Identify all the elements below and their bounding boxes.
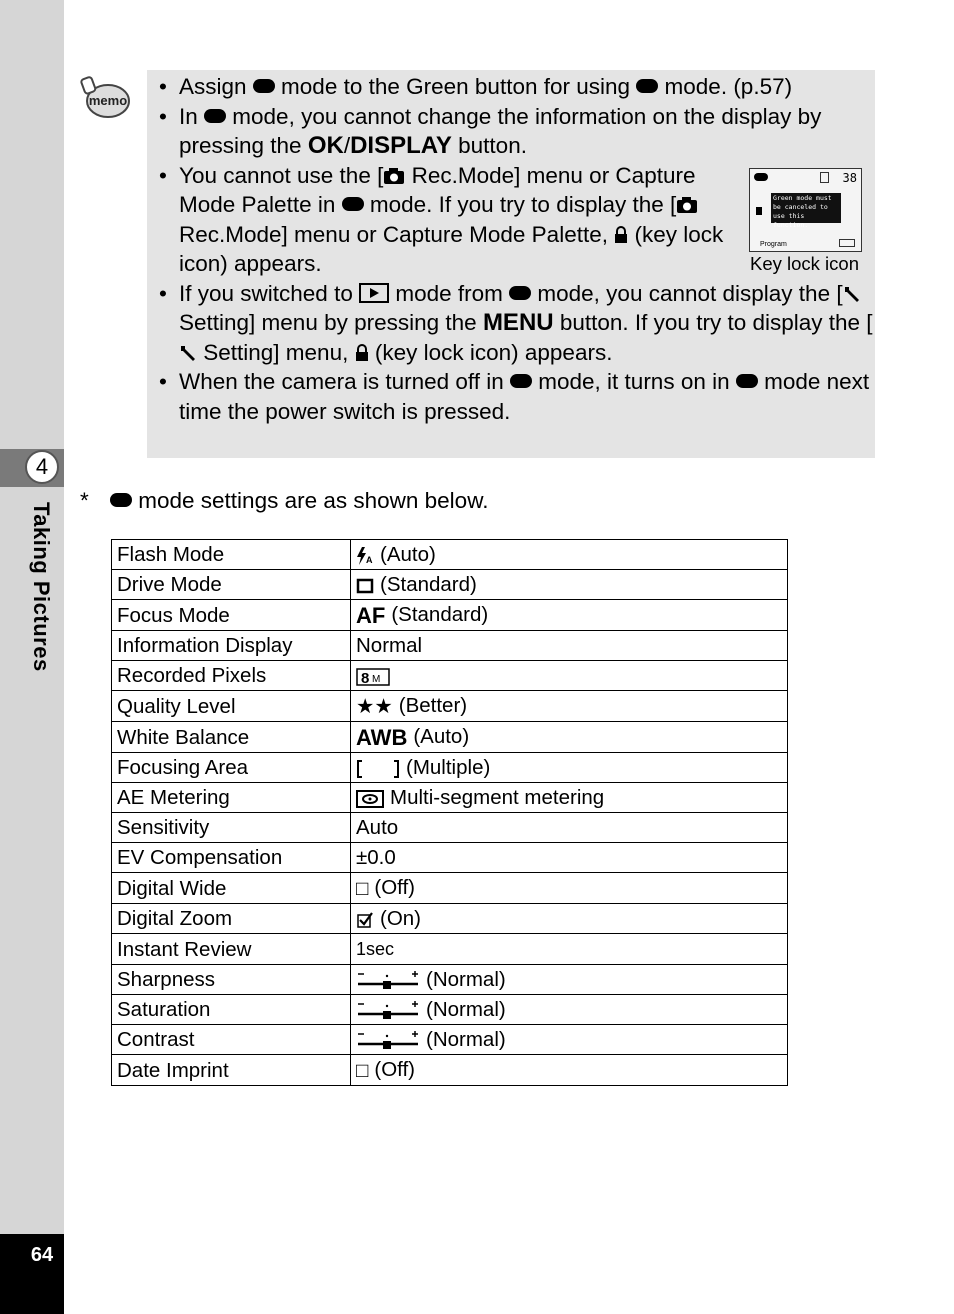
table-row — [112, 570, 788, 600]
table-row — [112, 873, 788, 904]
text: You cannot use the [ — [179, 162, 384, 188]
table-row — [112, 843, 788, 873]
setting-name: Sharpness — [112, 965, 351, 995]
chapter-number: 4 — [25, 450, 59, 484]
setting-name: Information Display — [112, 631, 351, 661]
setting-value: (Normal) — [426, 968, 506, 992]
text: button. — [451, 133, 527, 158]
table-row — [112, 934, 788, 965]
table-row — [112, 753, 788, 783]
green-mode-icon — [204, 109, 226, 123]
text: mode next time the power switch is pressed. — [179, 369, 870, 424]
settings-table — [111, 539, 788, 1086]
setting-name: Focusing Area — [112, 753, 351, 783]
multiple-af-icon — [356, 759, 400, 779]
table-row — [112, 722, 788, 753]
svg-text:A: A — [366, 554, 373, 565]
table-row — [112, 691, 788, 722]
chapter-title: Taking Pictures — [29, 502, 54, 672]
setting-value-cell — [351, 813, 788, 843]
setting-value-cell — [351, 600, 788, 631]
table-row — [112, 631, 788, 661]
wrench-icon — [843, 285, 861, 303]
key-lock-icon — [355, 344, 369, 362]
table-row — [112, 540, 788, 570]
table-row — [112, 813, 788, 843]
setting-value-cell — [351, 995, 788, 1025]
setting-value: Normal — [356, 634, 423, 658]
key-lock-icon — [756, 207, 762, 215]
setting-value: (Multiple) — [406, 756, 491, 780]
setting-value: ±0.0 — [356, 846, 396, 870]
playback-icon — [359, 283, 389, 303]
flash-auto-icon — [356, 546, 374, 566]
checkbox-off-icon: □ — [356, 877, 369, 901]
setting-name: Instant Review — [112, 934, 351, 965]
checkbox-off-icon: □ — [356, 1059, 369, 1083]
setting-name: Digital Zoom — [112, 904, 351, 934]
green-mode-icon — [636, 79, 658, 93]
page-number: 64 — [30, 1244, 54, 1266]
setting-value: Auto — [356, 816, 399, 840]
slider-normal-icon — [356, 971, 420, 991]
setting-name: Contrast — [112, 1025, 351, 1055]
table-row — [112, 661, 788, 691]
setting-value: (Off) — [374, 1058, 416, 1082]
single-frame-icon — [356, 578, 374, 594]
display-button-label: DISPLAY — [350, 132, 452, 159]
text: If you switched to — [179, 280, 360, 306]
setting-value-cell — [351, 691, 788, 722]
footnote-marker: * — [80, 488, 89, 513]
text: mode to the Green button for using — [274, 74, 637, 99]
settings-intro — [80, 488, 488, 514]
battery-icon — [839, 239, 855, 247]
text: In — [179, 103, 205, 129]
text: mode from — [389, 280, 510, 306]
setting-value-cell — [351, 1055, 788, 1086]
text: Rec.Mode] menu or Capture Mode Palette in — [179, 162, 696, 217]
text: Setting] menu by pressing the — [179, 310, 483, 335]
quality-stars-icon: ★★ — [356, 695, 393, 719]
setting-value: (Normal) — [426, 998, 506, 1022]
text: (key lock icon) appears. — [179, 221, 724, 276]
setting-value: (Standard) — [391, 603, 489, 626]
green-mode-icon — [754, 173, 768, 181]
green-mode-icon — [509, 286, 531, 300]
text: (key lock icon) appears. — [368, 339, 613, 365]
table-row — [112, 783, 788, 813]
setting-name: Focus Mode — [112, 600, 351, 631]
text: When the camera is turned off in — [179, 369, 511, 394]
memo-bullet — [159, 102, 879, 161]
ok-button-label: OK — [307, 132, 344, 159]
memo-bullet — [159, 279, 879, 368]
lcd-mode-label: Program — [760, 241, 787, 248]
svg-text:memo: memo — [88, 93, 128, 108]
slider-normal-icon — [356, 1031, 420, 1051]
memo-bullet — [159, 161, 739, 279]
setting-name: Sensitivity — [112, 813, 351, 843]
setting-value-cell — [351, 540, 788, 570]
lcd-screen-example — [749, 168, 862, 252]
setting-value: (Standard) — [380, 573, 477, 596]
table-row — [112, 1055, 788, 1086]
intro-text: mode settings are as shown below. — [132, 488, 489, 513]
camera-icon — [676, 196, 698, 214]
svg-text:M: M — [372, 673, 381, 685]
key-lock-icon — [614, 226, 628, 244]
green-mode-icon — [342, 197, 364, 211]
8m-icon — [356, 668, 390, 686]
setting-name: Drive Mode — [112, 570, 351, 600]
menu-button-label: MENU — [482, 309, 554, 336]
af-icon: AF — [356, 603, 386, 629]
text: Rec.Mode] menu or Capture Mode Palette, — [179, 221, 615, 247]
text: mode, you cannot display the [ — [531, 280, 843, 306]
setting-value-cell — [351, 1025, 788, 1055]
setting-value: (Normal) — [426, 1028, 506, 1052]
text: mode. If you try to display the [ — [363, 192, 677, 217]
setting-value: (Off) — [374, 876, 416, 900]
text: button. If you try to display the [ — [553, 310, 873, 335]
setting-name: Digital Wide — [112, 873, 351, 904]
setting-name: Quality Level — [112, 691, 351, 722]
setting-value-cell — [351, 843, 788, 873]
awb-icon: AWB — [356, 725, 408, 751]
setting-name: Recorded Pixels — [112, 661, 351, 691]
setting-name: Flash Mode — [112, 540, 351, 570]
table-row — [112, 904, 788, 934]
text: mode. (p.57) — [658, 74, 793, 99]
setting-value: (On) — [380, 907, 421, 931]
text: Assign — [179, 74, 253, 99]
setting-value-cell — [351, 661, 788, 691]
setting-value-cell — [351, 631, 788, 661]
green-mode-icon — [510, 374, 532, 388]
text: / — [343, 133, 351, 158]
green-mode-icon — [110, 493, 132, 507]
green-mode-icon — [253, 79, 275, 93]
setting-value: (Auto) — [380, 543, 436, 566]
setting-value-cell — [351, 904, 788, 934]
memo-icon — [80, 76, 132, 122]
slider-normal-icon — [356, 1001, 420, 1021]
memo-bullet — [159, 72, 879, 102]
card-icon — [820, 172, 829, 183]
setting-name: EV Compensation — [112, 843, 351, 873]
setting-value-cell — [351, 965, 788, 995]
checkbox-checked-icon — [356, 911, 374, 929]
setting-name: White Balance — [112, 722, 351, 753]
svg-text:8: 8 — [361, 669, 370, 686]
table-row — [112, 1025, 788, 1055]
green-mode-icon — [736, 374, 758, 388]
table-row — [112, 995, 788, 1025]
wrench-icon — [179, 344, 197, 362]
text: Setting] menu, — [197, 339, 355, 365]
setting-name: AE Metering — [112, 783, 351, 813]
memo-bullet — [159, 367, 879, 426]
text: mode, it turns on in — [532, 369, 736, 394]
lcd-caption: Key lock icon — [750, 253, 859, 274]
lcd-shot-count: 38 — [842, 171, 857, 185]
lcd-message: Green mode must be canceled to use this function. — [771, 193, 841, 223]
table-row — [112, 600, 788, 631]
setting-value-cell — [351, 753, 788, 783]
setting-value: Multi-segment metering — [390, 786, 605, 810]
setting-value-cell — [351, 570, 788, 600]
setting-value-cell — [351, 934, 788, 965]
camera-icon — [383, 167, 405, 185]
setting-value: (Better) — [398, 694, 468, 718]
setting-value-cell — [351, 783, 788, 813]
setting-value: (Auto) — [413, 725, 470, 749]
table-row — [112, 965, 788, 995]
setting-name: Saturation — [112, 995, 351, 1025]
setting-name: Date Imprint — [112, 1055, 351, 1086]
multi-segment-icon — [356, 790, 384, 808]
setting-value-cell — [351, 873, 788, 904]
setting-value: 1sec — [356, 939, 395, 960]
text: mode, you cannot change the information on the display by pressing the — [179, 103, 822, 158]
setting-value-cell — [351, 722, 788, 753]
